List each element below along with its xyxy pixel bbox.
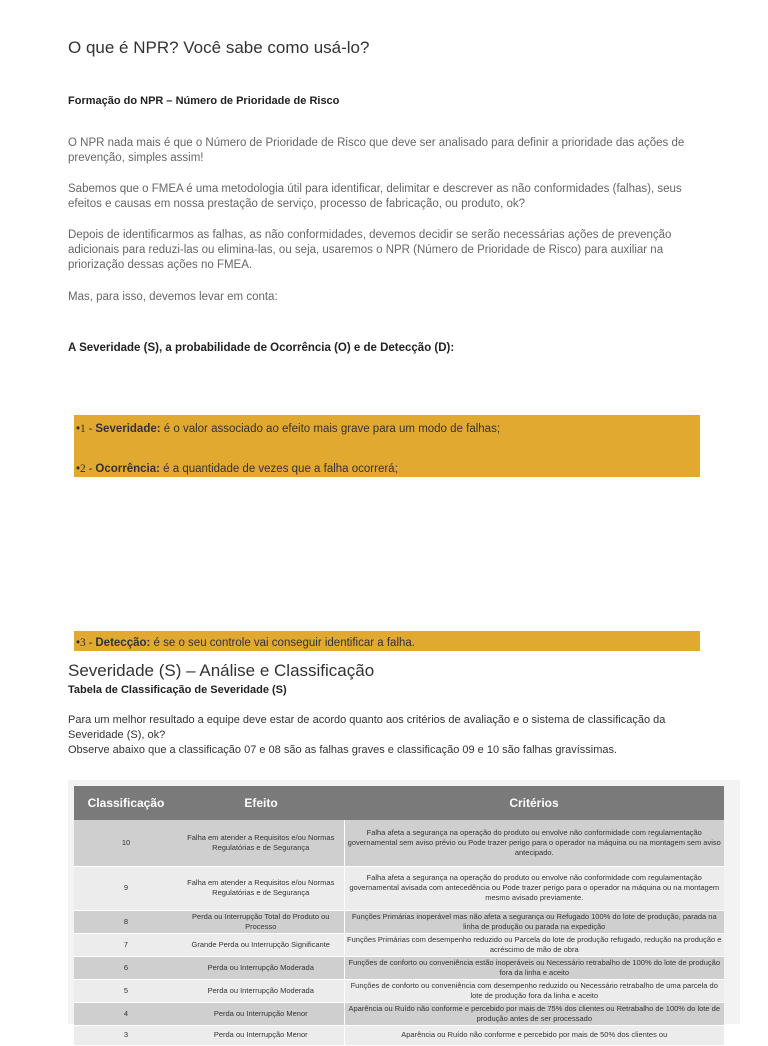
cell-criterios: Falha afeta a segurança na operação do produto ou envolve não conformidade com regulamentação governamental sem aviso prévio ou Pode trazer perigo para o operador na máquina ou na montagem sem aviso antecipado. <box>344 820 724 866</box>
cell-classificacao: 7 <box>74 933 178 956</box>
cell-classificacao: 6 <box>74 956 178 979</box>
severity-table <box>74 786 724 1046</box>
bullet: • <box>76 637 81 649</box>
cell-criterios: Funções de conforto ou conveniência estão inoperáveis ou Necessário retrabalho de 100% do lote de produção fora da linha e aceito <box>344 956 724 979</box>
highlight-band-bottom <box>74 631 700 651</box>
cell-classificacao: 8 <box>74 910 178 933</box>
table-row <box>74 866 724 910</box>
header-classificacao: Classificação <box>74 786 178 820</box>
table-row <box>74 933 724 956</box>
page-title: O que é NPR? Você sabe como usá-lo? <box>68 38 370 57</box>
header-efeito: Efeito <box>178 786 344 820</box>
paragraph-npr: O NPR nada mais é que o Número de Prioridade de Risco que deve ser analisado para definir a prioridade das ações de prevenção, simples assim! <box>68 137 685 164</box>
bullet: • <box>76 463 81 475</box>
cell-efeito: Falha em atender a Requisitos e/ou Normas Regulatórias e de Segurança <box>178 820 344 866</box>
cell-classificacao: 10 <box>74 820 178 866</box>
cell-criterios: Falha afeta a segurança na operação do produto ou envolve não conformidade com regulamentação governamental avisada com antecedência ou Pode trazer perigo para o operador na máquina ou na montagem mesmo avisado previamente. <box>344 866 724 910</box>
highlight-band-top <box>74 415 700 477</box>
cell-criterios: Funções Primárias inoperável mas não afeta a segurança ou Refugado 100% do lote de produção, parada na linha de produção ou parada na expedição <box>344 910 724 933</box>
table-row <box>74 979 724 1002</box>
table-row <box>74 1002 724 1025</box>
table-row <box>74 820 724 866</box>
section-title: Severidade (S) – Análise e Classificação <box>68 661 375 680</box>
table-row <box>74 910 724 933</box>
cell-classificacao: 3 <box>74 1025 178 1045</box>
cell-classificacao: 9 <box>74 866 178 910</box>
bullet: • <box>76 423 81 435</box>
cell-criterios: Aparência ou Ruído não conforme e percebido por mais de 75% dos clientes ou Retrabalho de 100% do lote de produção antes de ser processado <box>344 1002 724 1025</box>
cell-criterios: Funções de conforto ou conveniência com desempenho reduzido ou Necessário retrabalho de uma parcela do lote de produção fora da linha e aceito <box>344 979 724 1002</box>
cell-efeito: Grande Perda ou Interrupção Significante <box>178 933 344 956</box>
cell-criterios: Funções Primárias com desempenho reduzido ou Parcela do lote de produção refugado, redução na produção e acréscimo de mão de obra <box>344 933 724 956</box>
paragraph-prevention: Depois de identificarmos as falhas, as não conformidades, devemos decidir se serão necessárias ações de prevenção adicionais para reduzi-las ou elimina-las, ou seja, usaremos o NPR (Número de Prioridade de Risco) para auxiliar na priorização dessas ações no FMEA. <box>68 229 672 271</box>
cell-efeito: Falha em atender a Requisitos e/ou Normas Regulatórias e de Segurança <box>178 866 344 910</box>
table-row <box>74 956 724 979</box>
paragraph-fmea: Sabemos que o FMEA é uma metodologia útil para identificar, delimitar e descrever as não conformidades (falhas), seus efeitos e causas em nossa prestação de serviço, processo de fabricação, ou produto, ok? <box>68 183 682 210</box>
table-intro: Para um melhor resultado a equipe deve estar de acordo quanto aos critérios de avaliação e o sistema de classificação da Severidade (S), ok? Observe abaixo que a classificação 07 e 08 são as falhas graves e classificação 09 e 10 são falhas gravíssimas. <box>68 714 666 756</box>
criteria-intro: A Severidade (S), a probabilidade de Ocorrência (O) e de Detecção (D): <box>68 342 455 354</box>
cell-efeito: Perda ou Interrupção Moderada <box>178 979 344 1002</box>
table-row <box>74 1025 724 1045</box>
cell-efeito: Perda ou Interrupção Menor <box>178 1002 344 1025</box>
paragraph-consider: Mas, para isso, devemos levar em conta: <box>68 291 278 303</box>
cell-classificacao: 4 <box>74 1002 178 1025</box>
subheading: Formação do NPR – Número de Prioridade de Risco <box>68 95 340 107</box>
cell-efeito: Perda ou Interrupção Menor <box>178 1025 344 1045</box>
header-criterios: Critérios <box>344 786 724 820</box>
cell-classificacao: 5 <box>74 979 178 1002</box>
table-title: Tabela de Classificação de Severidade (S) <box>68 684 287 696</box>
list-item-severidade: •1 - Severidade: é o valor associado ao efeito mais grave para um modo de falhas; <box>76 423 501 435</box>
list-item-ocorrencia: •2 - Ocorrência: é a quantidade de vezes que a falha ocorrerá; <box>76 463 398 475</box>
list-item-deteccao: •3 - Detecção: é se o seu controle vai conseguir identificar a falha. <box>76 637 415 649</box>
severity-table-image <box>68 780 740 1039</box>
cell-criterios: Aparência ou Ruído não conforme e percebido por mais de 50% dos clientes ou <box>344 1025 724 1045</box>
cell-efeito: Perda ou Interrupção Total do Produto ou Processo <box>178 910 344 933</box>
cell-efeito: Perda ou Interrupção Moderada <box>178 956 344 979</box>
